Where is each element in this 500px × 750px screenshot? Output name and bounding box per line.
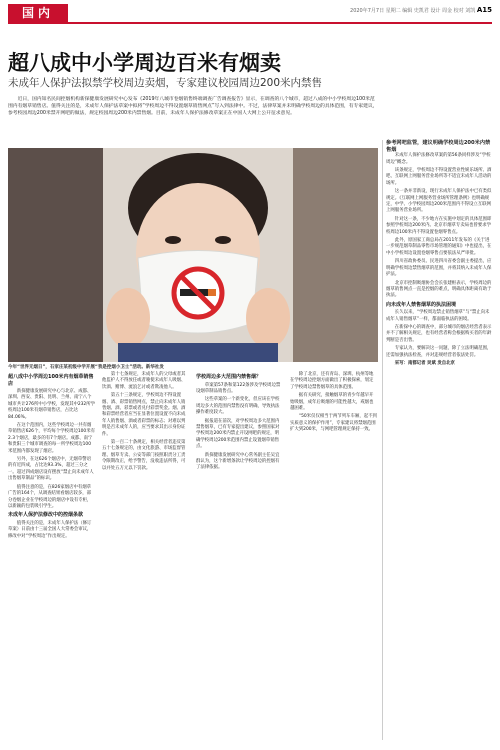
header-rule [8, 22, 492, 24]
paragraph: 北京市控制吸烟协会会长张建枢表示，学校周边的烟草销售网点一直是控烟的难点，明确具体距离有助于执法。 [386, 280, 492, 299]
photo-caption: 今年“世界无烟日”，石家庄某初级中学开展“我是控烟小卫士”活动。新华社发 [8, 365, 164, 370]
paragraph: 这些草案的一个新变化，但应该在学校周边多大的范围内禁售没有明确，导致执法操作难度较大。 [196, 397, 280, 416]
subheading: 未成年人保护法修改中的控烟条款 [8, 512, 84, 519]
paragraph: 草案第57条和第122条涉及学校周边禁设烟草制品销售点。 [196, 382, 281, 394]
article-column-2 [102, 372, 189, 474]
paragraph: 专家认为，要解决这一问题，除了立法明确范围，还需加强执法检查，并对违规经营者依法处罚。 [386, 346, 492, 358]
paragraph: 新探健康发展研究中心与北京、成都、深圳、西安、贵阳、昆明、兰州、南宁八个城市共计276所中小学校，发现其中232所学校周边100米有烟草销售店，占比达84.06%。 [8, 389, 96, 420]
lead-paragraph: 近日，国内知名民间控烟机构新探健康发展研究中心发布《2019年八城市卷烟销售终端调查广告调查报告》显示，在调查的八个城市，超过八成的中小学校周边100米范围内有烟草销售店。值得关注的是，未成年人保护法草案中拟将“学校周边不得设置烟草销售网点”写入到法律中。不过，法律草案并未明确学校周边的具体范围，有专家建议，参考校园周边200米禁开网吧的做法，规定校园周边200米内禁售烟。目前，未成年人保护法修改草案正在中国人大网上公开征求意见。 [8, 97, 378, 116]
page-header [0, 0, 500, 22]
page-number: A15 [476, 6, 492, 14]
paragraph: 值得关注的是，未成年人保护法（修订草案）日前由十三届全国人大常委会审议，修改中对“学校周边”作出规定。 [8, 520, 92, 539]
subheading: 超八成中小学周边100米内有烟草销售店 [8, 374, 94, 387]
article-column-3 [196, 372, 283, 474]
paragraph: 第十七条规定，未成年人的父母或者其他监护人不得放任或者唆使未成年人吸烟、饮酒、赌博、流浪乞讨或者欺凌他人。 [102, 372, 186, 390]
paragraph: 新探健康发展研究中心常务副主任吴宜群认为，这个新增条款让学校周边的控烟有了法律依据。 [196, 452, 280, 471]
paragraph: 四川省政协委员、民进四川省委会副主委提出，应明确学校周边禁售烟草的范围，并将其纳入未成年人保护法。 [386, 259, 492, 278]
paragraph: 第一百二十条规定，相关经营者违反第五十七条规定的，由文化旅游、市场监督管理、烟草专卖、公安等部门按照职责分工责令限期改正，给予警告，没收违法所得，可以并处五万元以下罚款。 [102, 440, 186, 471]
paragraph: 长久以来，“学校周边禁止销售烟草”与“禁止向未成年人销售烟草”一样，都面临执法的困境。 [386, 310, 490, 322]
date-info: 2020年7月7日 星期二 编辑 史凯君 设计 周金 校对 刘凯 [350, 8, 476, 14]
sidebar-title: 参考网吧监管，建议明确学校周边200米内禁售烟 [386, 140, 491, 153]
paragraph: 值得注意的是，在826家烟店中有烟草广告的164个，从调查结果看烟店较多，部分卷烟企业在学校周边的烟店中设有专柜，以新颖的包装吸引学生。 [8, 484, 92, 509]
subheading: 学校周边多大范围内禁售烟？ [196, 374, 262, 380]
subheadline: 未成年人保护法拟禁学校周边卖烟，专家建议校园周边200米内禁售 [8, 77, 323, 89]
paragraph: 针对这一条，不少地方在实施中划定的具体范围即参照学校周边200米内。北京市烟草专卖局也曾要求学校周边100米内不得设置卷烟零售点。 [386, 216, 492, 235]
headline: 超八成中小学周边百米有烟卖 [8, 50, 281, 75]
sidebar-article [386, 140, 492, 369]
section-tag: 国内 [8, 4, 68, 22]
paragraph: 这一条并非新设，现行未成年人保护法中已有类似规定。《互联网上网服务营业场所管理条例》也明确规定，中学、小学校园周边200米范围内不得设立互联网上网服务营业场所。 [386, 189, 492, 214]
paragraph: 在这个范围内，这些学校周边一共有烟草销售店626个，平均每个学校周边100米有2.3个烟店，最多的有7个烟店。成都、南宁和贵阳三个城市调查的每一所学校周边100米范围内都发现了烟店。 [8, 423, 96, 454]
article-column-4 [290, 372, 377, 436]
paragraph: 另外，在这626个烟店中，无烟草警语的有近四成，占比达93.3%，超过三分之一。超过四成烟店设有摆放“禁止向未成年人出售烟草制品”的标识。 [8, 457, 94, 482]
byline: 采写：南都记者 吴斌 发自北京 [394, 360, 455, 366]
sidebar-body [386, 153, 492, 359]
paragraph: 该条规定，学校周边不得设置营业性娱乐场所、酒吧、互联网上网服务营业场所等不适宜未成年人活动的场所。 [386, 168, 492, 186]
paragraph: 未成年人保护法修改草案的第56条同样涉及“学校周边”概念。 [386, 153, 491, 165]
paragraph: “50米仅仅相当于两节列车车厢，起不到实质意义的保护作用”，专家建议将禁烟范围扩大到200米，与网吧管理规定保持一致。 [290, 414, 377, 433]
article-column-1 [8, 372, 95, 542]
paragraph: 第五十三条规定，学校周边不得设置烟、酒、彩票销售网点，禁止向未成年人销售烟、酒、彩票或者兑付彩票奖金。烟、酒和彩票经营者应当在显著位置设置不向未成年人销售烟、酒或者彩票的标志；对难以判明是否未成年人的，应当要求其出示身份证件。 [102, 393, 186, 437]
paragraph: 除了北京，还有青岛、深圳、杭州等地在学校周边控烟方面做出了积极探索，划定了学校周边禁售烟草的具体范围。 [290, 372, 374, 390]
subheading: 向未成年人禁售烟草的执法困境 [386, 301, 457, 308]
paragraph: 此外，原国家工商总局在2011年发布的《关于进一步规范烟草制品零售市场管理的通知》中也提出，在中小学校周边设置卷烟零售点要依法从严审批。 [386, 238, 492, 256]
paragraph: 据有关研究，接触烟草的青少年越早开始吸烟，成年后吸烟的可能性越大，戒烟也越困难。 [290, 393, 374, 412]
column-divider [382, 140, 383, 740]
paragraph: 在新探中心的调查中，部分城市的烟店经营者表示并不了解相关规定，也有经营者称会根据购买者的年龄判断是否出售。 [386, 324, 492, 343]
paragraph: 据报道在前次，对学校周边多大范围内禁售烟草，已有专家提出建议，参照国家对学校周边200米内禁止开设网吧的规定，明确学校周边200米范围内禁止设置烟草销售点。 [196, 418, 280, 450]
header-meta [350, 6, 492, 14]
photo-illustration [8, 148, 378, 362]
news-photo [8, 148, 378, 362]
